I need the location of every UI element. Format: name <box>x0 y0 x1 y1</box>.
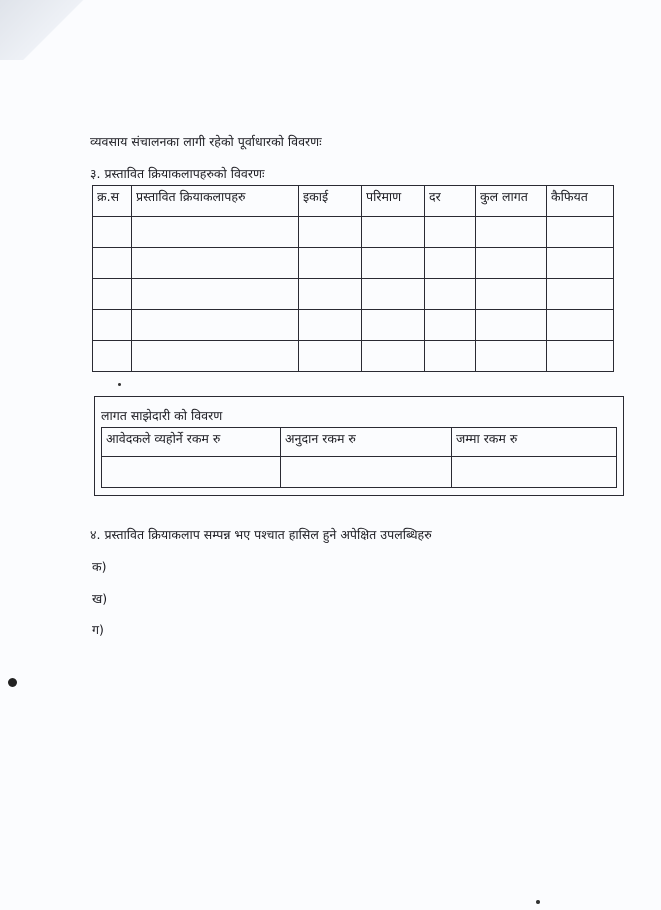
section-3-heading: ३. प्रस्तावित क्रियाकलापहरुको विवरणः <box>90 166 265 181</box>
col-serial: क्र.स <box>93 186 132 217</box>
table-row <box>93 279 614 310</box>
section-4-heading: ४. प्रस्तावित क्रियाकलाप सम्पन्न भए पश्चात हासिल हुने अपेक्षित उपलब्धिहरु <box>90 527 432 542</box>
cost-sharing-box <box>94 396 624 496</box>
col-grant-amount: अनुदान रकम रु <box>281 428 452 457</box>
table-row <box>102 457 617 488</box>
cost-sharing-table <box>101 427 617 488</box>
col-rate: दर <box>425 186 476 217</box>
speck-mark <box>118 383 121 386</box>
activities-header-row <box>93 186 614 217</box>
col-total-cost: कुल लागत <box>476 186 547 217</box>
col-activities: प्रस्तावित क्रियाकलापहरु <box>132 186 299 217</box>
table-row <box>93 310 614 341</box>
activities-table <box>92 185 614 372</box>
outcome-item-kha: ख) <box>92 591 108 606</box>
table-row <box>93 341 614 372</box>
col-applicant-amount: आवेदकले व्यहोर्ने रकम रु <box>102 428 281 457</box>
infrastructure-heading: व्यवसाय संचालनका लागी रहेको पूर्वाधारको विवरणः <box>90 134 322 149</box>
table-row <box>93 217 614 248</box>
outcome-item-ka: क) <box>92 559 107 574</box>
col-unit: इकाई <box>299 186 362 217</box>
speck-mark <box>536 900 540 904</box>
col-quantity: परिमाण <box>362 186 425 217</box>
cost-sharing-title: लागत साझेदारी को विवरण <box>101 408 223 423</box>
col-remarks: कैफियत <box>547 186 614 217</box>
outcome-item-ga: ग) <box>92 622 104 637</box>
hole-punch-mark <box>8 678 17 687</box>
table-row <box>93 248 614 279</box>
page-fold-shadow <box>0 0 90 60</box>
col-total-amount: जम्मा रकम रु <box>452 428 617 457</box>
cost-header-row <box>102 428 617 457</box>
